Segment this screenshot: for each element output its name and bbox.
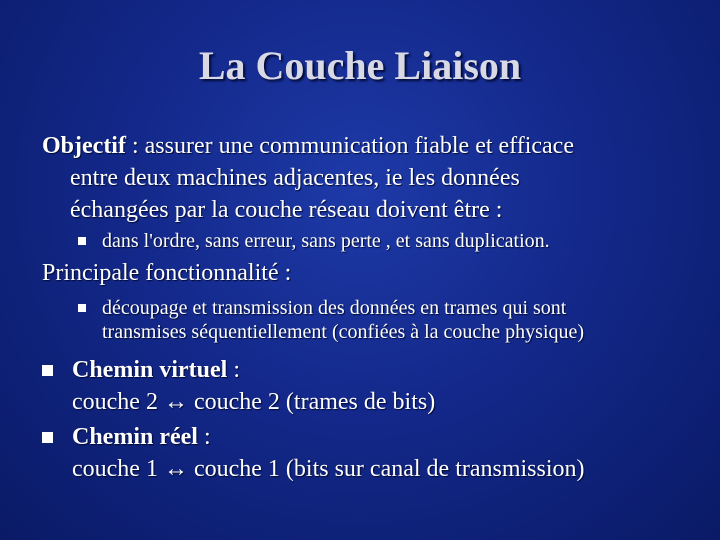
chemin-virtuel-line-2: couche 2 ↔ couche 2 (trames de bits) xyxy=(72,389,436,415)
sub-bullet-2-line-2: transmises séquentiellement (confiées à la couche physique) xyxy=(102,321,585,343)
objectif-text-1: : assurer une communication fiable et efficace xyxy=(125,133,574,159)
chemin-virtuel-line-1 xyxy=(72,354,240,386)
chemin-reel-line-2: couche 1 ↔ couche 1 (bits sur canal de transmission) xyxy=(72,456,585,482)
chemin-virtuel-colon: : xyxy=(227,357,240,383)
slide-title: La Couche Liaison xyxy=(198,43,522,88)
chemin-virtuel-label: Chemin virtuel xyxy=(72,357,228,383)
objectif-line-2: entre deux machines adjacentes, ie les données xyxy=(70,165,520,191)
square-bullet-icon xyxy=(78,237,86,245)
principale-line: Principale fonctionnalité : xyxy=(42,260,292,286)
square-bullet-icon xyxy=(42,432,53,443)
principale-heading xyxy=(42,257,291,289)
chemin-reel-line-1 xyxy=(72,421,211,453)
objectif-label: Objectif xyxy=(42,133,126,159)
sub-bullet-1-text: dans l'ordre, sans erreur, sans perte , et sans duplication. xyxy=(102,230,550,252)
square-bullet-icon xyxy=(42,365,53,376)
objectif-line-3: échangées par la couche réseau doivent être : xyxy=(70,197,503,223)
sub-bullet-2-line-1: découpage et transmission des données en trames qui sont xyxy=(102,297,567,319)
chemin-reel-label: Chemin réel xyxy=(72,424,198,450)
objectif-paragraph xyxy=(42,130,574,226)
chemin-reel-colon: : xyxy=(197,424,211,450)
objectif-line-1 xyxy=(42,130,574,162)
square-bullet-icon xyxy=(78,304,86,312)
